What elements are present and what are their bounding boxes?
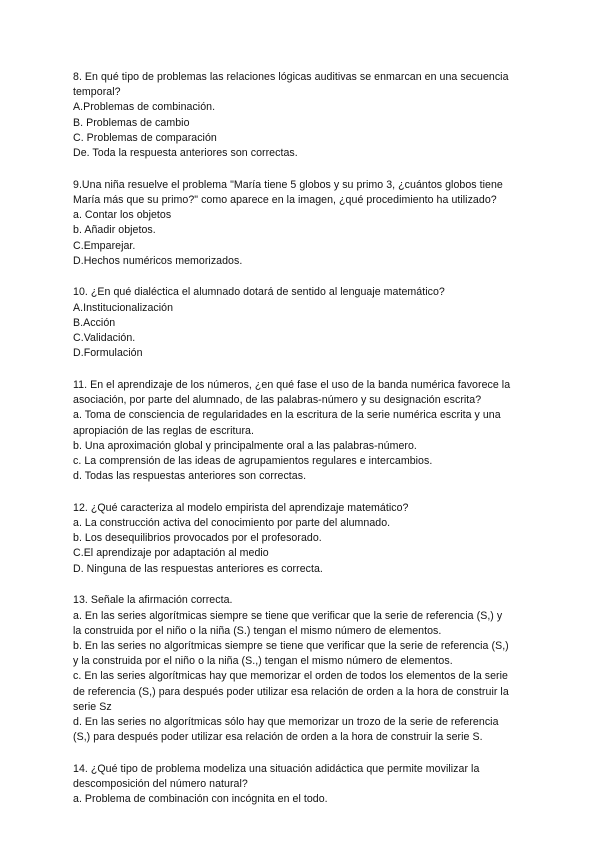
question-text: 9.Una niña resuelve el problema "María tiene 5 globos y su primo 3, ¿cuántos globos tiene (73, 178, 503, 191)
text-line: C.Validación. (73, 332, 136, 345)
question-text: 12. ¿Qué caracteriza al modelo empirista del aprendizaje matemático? (73, 501, 409, 514)
text-line: c. En las series algorítmicas hay que memorizar el orden de todos los elementos de la serie (73, 670, 508, 683)
text-line: de referencia (S,) para después poder utilizar esa relación de orden a la hora de construir la (73, 685, 509, 698)
question-text: 8. En qué tipo de problemas las relaciones lógicas auditivas se enmarcan en una secuencia (73, 71, 509, 83)
text-line: b. Añadir objetos. (73, 224, 156, 237)
text-line: la construida por el niño o la niña (S.) tengan el mismo número de elementos. (73, 624, 442, 637)
question-13 (73, 593, 533, 745)
text-line: C.El aprendizaje por adaptación al medio (73, 547, 269, 560)
text-line: C. Problemas de comparación (73, 131, 217, 144)
text-line: B.Acción (73, 316, 116, 329)
text-line: d. En las series no algorítmicas sólo hay que memorizar un trozo de la serie de referencia (73, 716, 499, 729)
text-line: A.Problemas de combinación. (73, 101, 216, 114)
text-line: asociación, por parte del alumnado, de las palabras-número y su designación escrita? (73, 394, 482, 407)
question-list (73, 70, 533, 824)
text-line: temporal? (73, 86, 121, 99)
question-9 (73, 178, 533, 269)
question-12 (73, 501, 533, 577)
text-line: A.Institucionalización (73, 301, 174, 314)
text-line: María más que su primo?" como aparece en la imagen, ¿qué procedimiento ha utilizado? (73, 193, 497, 206)
question-text: 14. ¿Qué tipo de problema modeliza una situación adidáctica que permite movilizar la (73, 762, 480, 775)
text-line: serie Sz (73, 700, 112, 713)
text-line: apropiación de las reglas de escritura. (73, 424, 254, 437)
question-14 (73, 762, 533, 808)
text-line: b. En las series no algorítmicas siempre se tiene que verificar que la serie de referencia (S,) (73, 640, 509, 652)
text-line: B. Problemas de cambio (73, 116, 190, 129)
text-line: y la construida por el niño o la niña (S.,) tengan el mismo número de elementos. (73, 655, 453, 668)
text-line: a. Problema de combinación con incógnita en el todo. (73, 793, 328, 806)
question-10 (73, 285, 533, 361)
text-line: b. Los desequilibrios provocados por el profesorado. (73, 532, 322, 545)
text-line: a. Toma de consciencia de regularidades en la escritura de la serie numérica escrita y una (73, 409, 501, 422)
question-text: 11. En el aprendizaje de los números, ¿en qué fase el uso de la banda numérica favorece la (73, 378, 511, 391)
text-line: D.Formulación (73, 347, 143, 360)
text-line: (S,) para después poder utilizar esa relación de orden a la hora de construir la serie S. (73, 731, 483, 744)
text-line: C.Emparejar. (73, 239, 136, 252)
question-11 (73, 378, 533, 484)
text-line: D.Hechos numéricos memorizados. (73, 254, 243, 267)
text-line: a. La construcción activa del conocimiento por parte del alumnado. (73, 517, 391, 530)
text-line: De. Toda la respuesta anteriores son correctas. (73, 147, 298, 160)
text-line: b. Una aproximación global y principalmente oral a las palabras-número. (73, 439, 417, 452)
text-line: D. Ninguna de las respuestas anteriores es correcta. (73, 562, 323, 575)
text-line: d. Todas las respuestas anteriores son correctas. (73, 470, 307, 483)
question-text: 13. Señale la afirmación correcta. (73, 594, 233, 607)
text-line: a. En las series algorítmicas siempre se tiene que verificar que la serie de referencia (S,) y (73, 609, 503, 622)
question-8 (73, 70, 533, 161)
question-text: 10. ¿En qué dialéctica el alumnado dotará de sentido al lenguaje matemático? (73, 286, 445, 299)
text-line: c. La comprensión de las ideas de agrupamientos regulares e intercambios. (73, 454, 433, 467)
text-line: descomposición del número natural? (73, 778, 248, 791)
text-line: a. Contar los objetos (73, 209, 172, 222)
